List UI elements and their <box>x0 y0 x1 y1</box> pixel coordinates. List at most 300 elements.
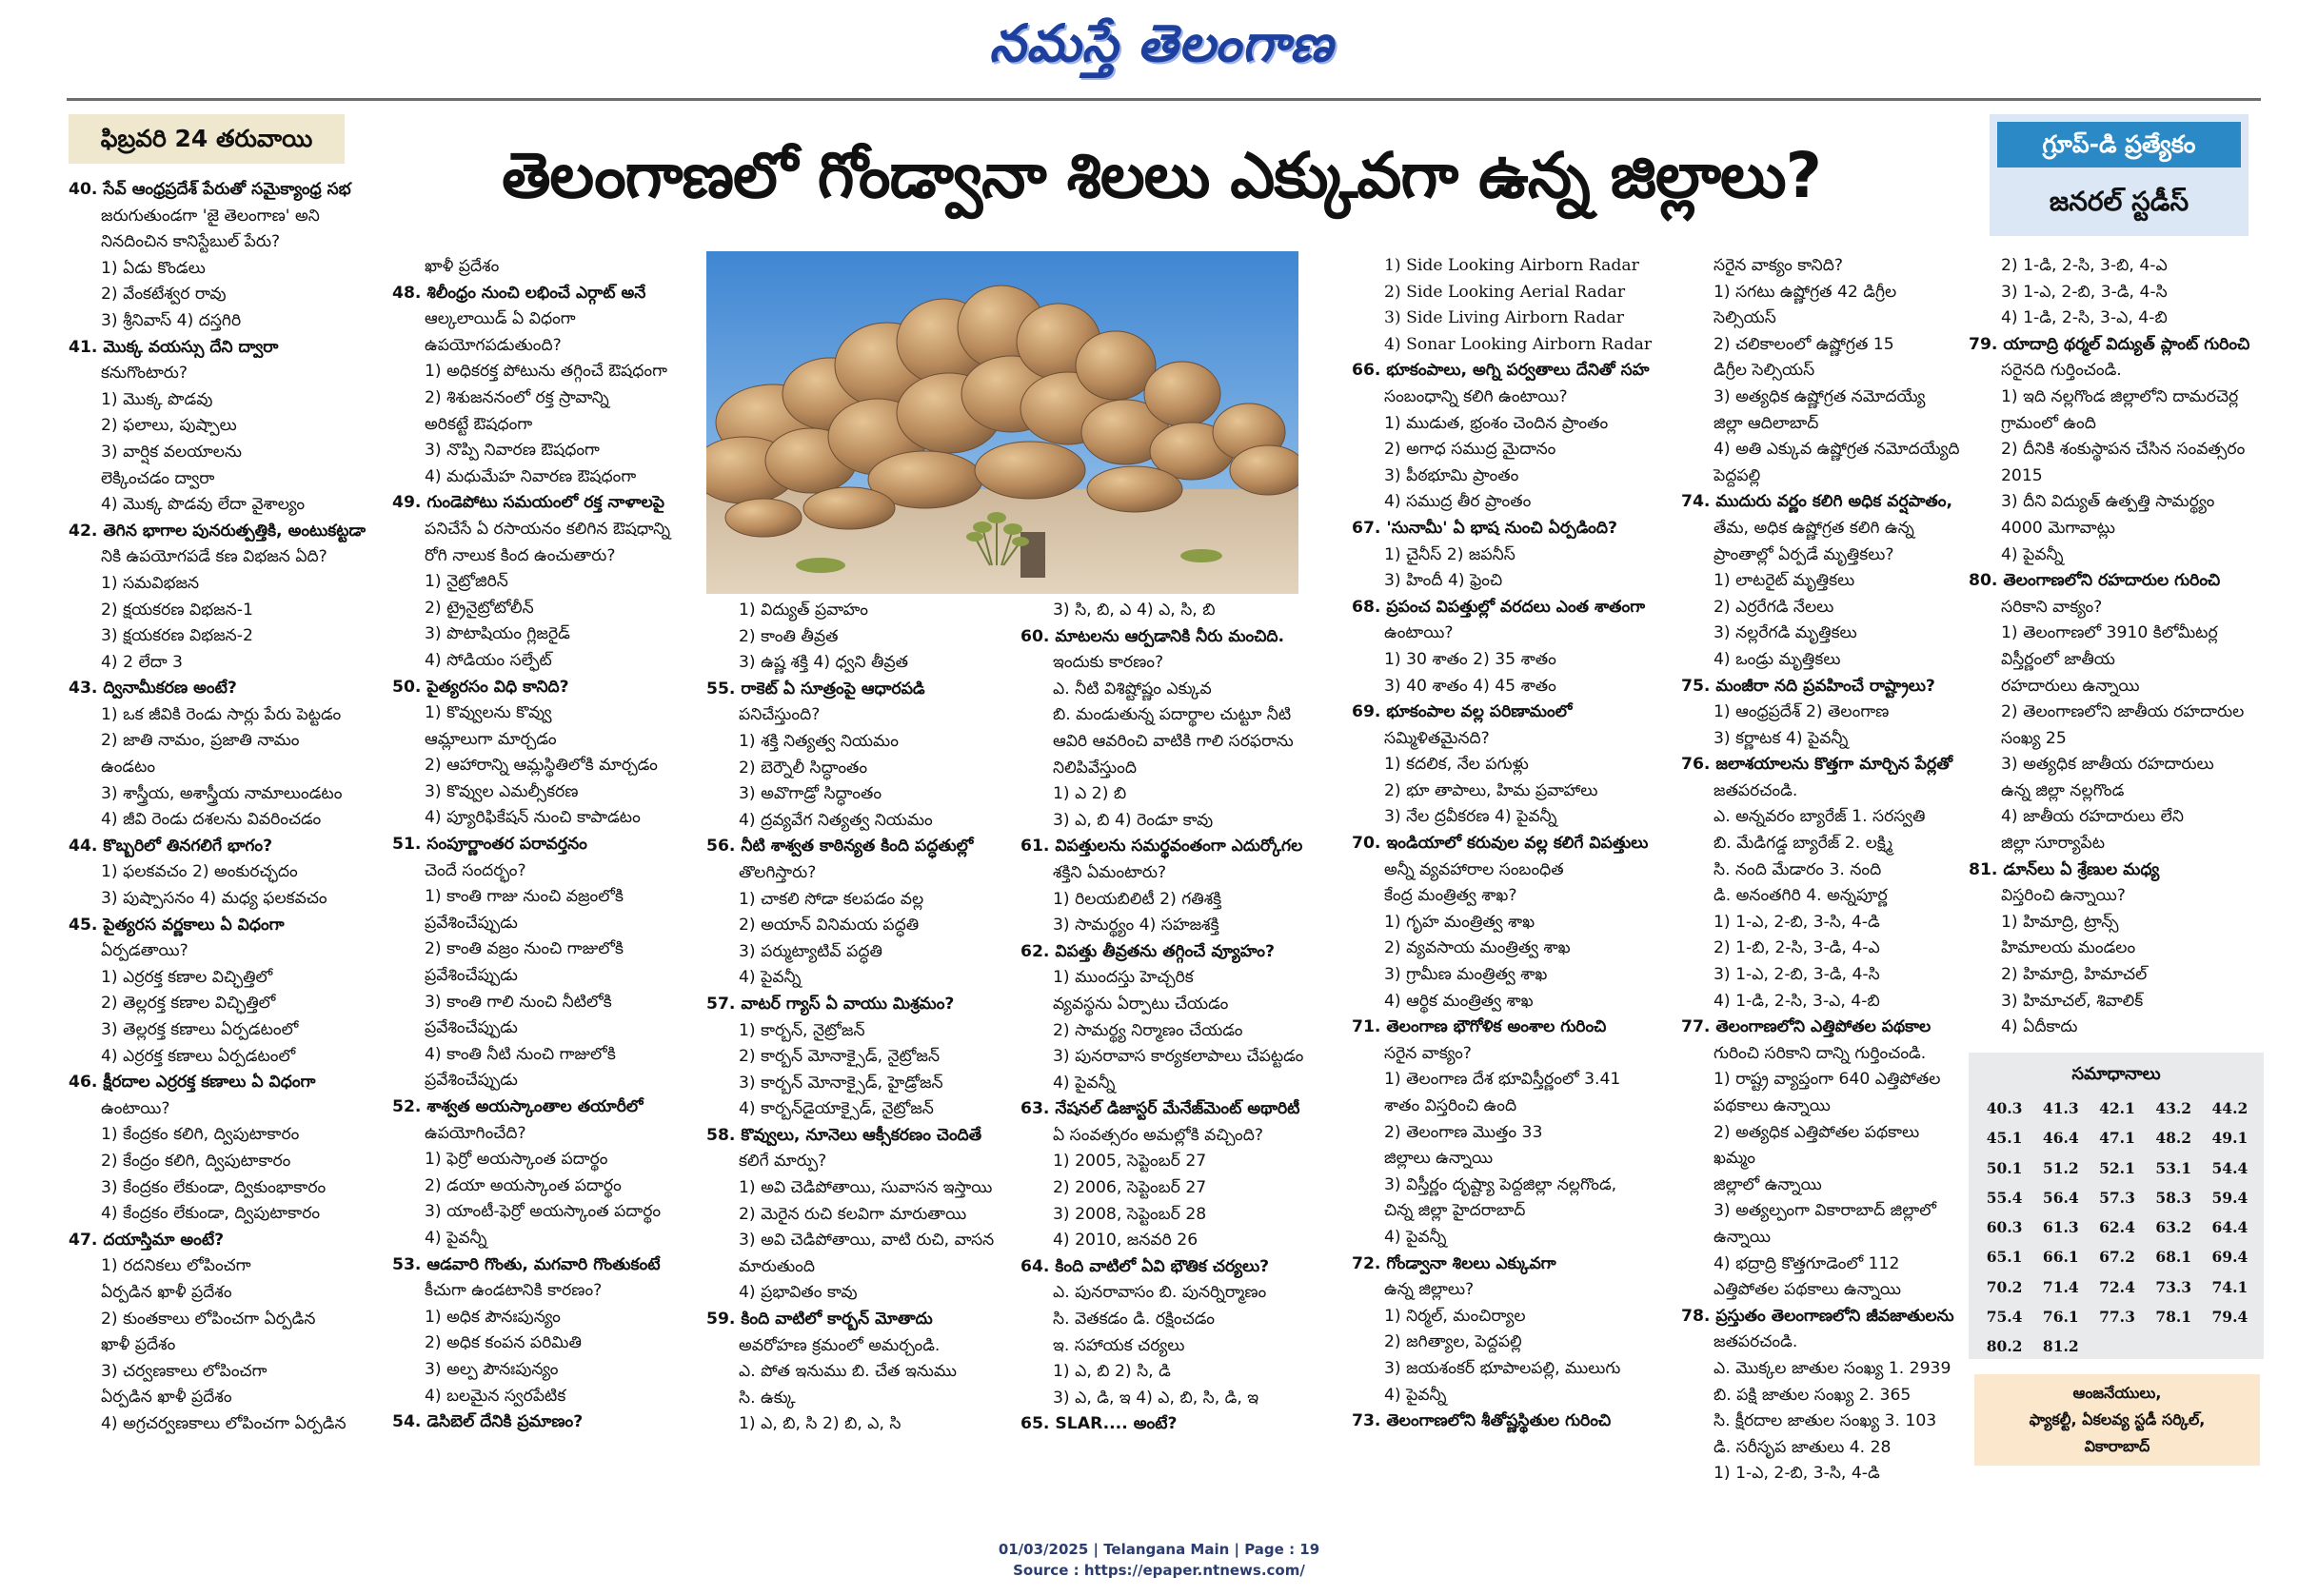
question-text: 41. మొక్క వయస్సు దేని ద్వారా <box>69 337 279 357</box>
question-continuation: గ్రామంలో ఉంది <box>2001 413 2096 433</box>
answer-option: 4) Sonar Looking Airborn Radar <box>1384 334 1653 354</box>
question-continuation: నికి ఉపయోగపడే కణ విభజన ఏది? <box>101 547 327 567</box>
answer-option: 3) 1-ఎ, 2-బి, 3-డి, 4-సి <box>2001 282 2168 302</box>
question-continuation: ఉపయోగపడుతుంది? <box>425 335 562 355</box>
answer-option: 1) గృహ మంత్రిత్వ శాఖ <box>1384 912 1535 932</box>
question-continuation: ఏర్పడతాయి? <box>101 941 188 961</box>
answer-option: 2) ఆహారాన్ని ఆమ్లస్థితిలోకి మార్చడం <box>425 756 658 776</box>
question-continuation: అవరోహణ క్రమంలో అమర్చండి. <box>739 1335 941 1355</box>
question-continuation: కనుగొంటారు? <box>101 364 188 384</box>
question-continuation: ఆమ్లాలుగా మార్చడం <box>425 729 557 749</box>
question-text: 72. గోండ్వానా శిలలు ఎక్కువగా <box>1352 1253 1556 1273</box>
answer-option: 4) పైవన్నీ <box>1053 1073 1116 1093</box>
answer-option: 2) కుంతకాలు లోపించగా ఏర్పడిన <box>101 1309 316 1329</box>
answer-option: 2) కేంద్రం కలిగి, ద్విపుటాకారం <box>101 1151 291 1171</box>
header-rule <box>67 98 2261 101</box>
answer-key-item: 65.1 <box>1986 1248 2023 1267</box>
answer-option: 4) ప్యూరిఫికేషన్ నుంచి కాపాడటం <box>425 808 641 828</box>
answer-option: 3) పునరావాస కార్యకలాపాలు చేపట్టడం <box>1053 1047 1304 1067</box>
answer-option: 1) శక్తి నిత్యత్వ నియమం <box>739 731 899 751</box>
question-continuation: రోగి నాలుక కింద ఉంచుతారు? <box>425 545 616 565</box>
answer-option: 3) తెల్లరక్త కణాలు ఏర్పడటంలో <box>101 1020 299 1039</box>
answer-key-item: 45.1 <box>1986 1129 2023 1148</box>
answer-option: 2) సామర్థ్య నిర్మాణం చేయడం <box>1053 1020 1243 1040</box>
question-text: 62. విపత్తు తీవ్రతను తగ్గించే వ్యూహం? <box>1020 941 1275 961</box>
question-text: 54. డెసిబెల్ దేనికి ప్రమాణం? <box>392 1412 584 1432</box>
question-text: 69. భూకంపాల వల్ల పరిణామంలో <box>1352 702 1573 722</box>
answer-key-item: 73.3 <box>2155 1277 2192 1296</box>
answer-option: 1) రిలయబిలిటీ 2) గతిశక్తి <box>1053 889 1222 909</box>
question-text: 79. యాదాద్రి థర్మల్ విద్యుత్ ప్లాంట్ గురించి <box>1969 334 2250 354</box>
answer-key-item: 63.2 <box>2155 1218 2192 1237</box>
answer-option: 4) సోడియం సల్ఫేట్ <box>425 650 552 670</box>
question-continuation: డిగ్రీల సెల్సియస్ <box>1714 361 1815 381</box>
group-badge <box>1990 114 2249 236</box>
answer-option: 3) హిందీ 4) ఫ్రెంచి <box>1384 571 1503 591</box>
answer-option: 2) కాంతి వజ్రం నుంచి గాజులోకి <box>425 939 624 959</box>
answer-option: 1) సమవిభజన <box>101 573 200 593</box>
answer-option: 3) అత్యల్పంగా వికారాబాద్ జిల్లాలో <box>1714 1201 1936 1221</box>
question-continuation: జిల్లాలు ఉన్నాయి <box>1384 1149 1494 1169</box>
answer-option: 1) సగటు ఉష్ణోగ్రత 42 డిగ్రీల సెల్సియస్ <box>1714 282 1897 328</box>
answer-key-item: 61.3 <box>2042 1218 2079 1237</box>
date-tag: ఫిబ్రవరి 24 తరువాయి <box>69 114 345 164</box>
answer-option: 3) ఉష్ణ శక్తి 4) ధ్వని తీవ్రత <box>739 653 908 673</box>
question-continuation: ఎ. పోత ఇనుము బి. చేత ఇనుము <box>739 1362 957 1382</box>
author-credit <box>1974 1374 2260 1466</box>
answer-option: 2) బెర్నౌలీ సిద్ధాంతం <box>739 758 868 778</box>
question-continuation: బి. పక్షి జాతుల సంఖ్య 2. 365 <box>1714 1385 1912 1405</box>
answer-option: 3) జయశంకర్ భూపాలపల్లి, ములుగు <box>1384 1358 1621 1378</box>
answer-option: 1) కొవ్వులను కొవ్వు <box>425 703 552 723</box>
answer-option: 4) అగ్రచర్వణకాలు లోపించగా ఏర్పడిన <box>101 1413 347 1433</box>
question-continuation: కీచుగా ఉండటానికి కారణం? <box>425 1281 603 1301</box>
answer-key-item: 53.1 <box>2155 1158 2192 1177</box>
answer-option: 4) మొక్క పొడవు లేదా వైశాల్యం <box>101 495 306 515</box>
question-continuation: అన్నీ వ్యవహారాల సంబంధిత <box>1384 859 1564 879</box>
question-continuation: సరికాని వాక్యం? <box>2001 597 2103 617</box>
question-continuation: సి. వెతకడం డి. రక్షించడం <box>1053 1310 1215 1330</box>
answer-key-item: 70.2 <box>1986 1277 2023 1296</box>
question-text: 80. తెలంగాణలోని రహదారుల గురించి <box>1969 571 2221 591</box>
question-text: 65. SLAR.... అంటే? <box>1020 1414 1178 1434</box>
question-text: 81. డూన్‌లు ఏ శ్రేణుల మధ్య <box>1969 859 2160 879</box>
answer-option: 2) Side Looking Aerial Radar <box>1384 282 1626 302</box>
question-continuation: ఖాళీ ప్రదేశం <box>101 1335 176 1355</box>
answer-option: 3) 2008, సెప్టెంబర్ 28 <box>1053 1204 1207 1224</box>
question-continuation: ఉపయోగించేది? <box>425 1123 526 1143</box>
answer-option: 2) ట్రైనైట్రోటోలీన్ <box>425 598 534 618</box>
question-continuation: జిల్లా ఆదిలాబాద్ <box>1714 413 1819 433</box>
question-continuation: 4000 మెగావాట్లు <box>2001 518 2115 538</box>
answer-option: 2) వేంకటేశ్వర రావు <box>101 285 227 305</box>
answer-option: 1) ఆంధ్రప్రదేశ్ 2) తెలంగాణ <box>1714 702 1890 722</box>
question-text: 58. కొవ్వులు, నూనెలు ఆక్సీకరణం చెందితే <box>706 1125 982 1145</box>
answer-option: 3) అవి చెడిపోతాయి, వాటి రుచి, వాసన <box>739 1231 995 1251</box>
answer-option: 2) ఎర్రరేగడి నేలలు <box>1714 597 1834 617</box>
question-continuation: ఖాళీ ప్రదేశం <box>425 257 500 276</box>
answer-option: 3) సి, బి, ఎ 4) ఎ, సి, బి <box>1053 601 1216 620</box>
answer-key-item: 75.4 <box>1986 1308 2023 1327</box>
answer-key-item: 44.2 <box>2211 1099 2249 1117</box>
answer-key-item: 52.1 <box>2099 1158 2135 1177</box>
answer-option: 3) పర్ముట్యాటివ్ పద్ధతి <box>739 941 882 961</box>
answer-option: 1) లాటరైట్ మృత్తికలు <box>1714 571 1855 591</box>
answer-key-item: 51.2 <box>2042 1158 2079 1177</box>
answer-key-item: 74.1 <box>2211 1277 2249 1296</box>
question-column-7 <box>1969 253 2264 1043</box>
answer-option: 1) ఏడు కొండలు <box>101 258 206 278</box>
author-name: ఆంజనేయులు, <box>2072 1384 2162 1402</box>
question-continuation: రహదారులు ఉన్నాయి <box>2001 676 2140 696</box>
question-continuation: ఉండటం <box>101 758 156 778</box>
answer-key-item: 69.4 <box>2211 1248 2249 1267</box>
answer-option: 3) నేల ద్రవీకరణ 4) పైవన్నీ <box>1384 807 1557 827</box>
answer-key-item: 50.1 <box>1986 1158 2023 1177</box>
question-text: 47. దయాస్తిమా అంటే? <box>69 1230 225 1250</box>
answer-option: 4) 1-డి, 2-సి, 3-ఎ, 4-బి <box>1714 991 1880 1011</box>
question-text: 55. రాకెట్ ఏ సూత్రంపై ఆధారపడి <box>706 679 925 699</box>
question-text: 51. సంపూర్ణాంతర పరావర్తనం <box>392 835 587 855</box>
question-continuation: సంఖ్య 25 <box>2001 728 2067 748</box>
masthead <box>0 0 2318 95</box>
question-continuation: 2015 <box>2001 465 2043 485</box>
question-continuation: ప్రవేశించేప్పుడు <box>425 966 518 986</box>
question-continuation: ఎ. అన్నవరం బ్యారేజ్ 1. సరస్వతి <box>1714 807 1926 827</box>
answer-option: 4) ఆర్థిక మంత్రిత్వ శాఖ <box>1384 991 1534 1011</box>
answer-option: 4) 2 లేదా 3 <box>101 652 183 672</box>
answer-option: 1) అధిక పౌనఃపున్యం <box>425 1307 561 1327</box>
question-column-3 <box>706 598 1020 1502</box>
author-place: వికారాబాద్ <box>2084 1437 2150 1455</box>
question-continuation: జతపరచండి. <box>1714 780 1798 800</box>
question-continuation: బి. మండుతున్న పదార్థాల చుట్టూ నీటి <box>1053 705 1292 725</box>
question-continuation: ఉన్న జిల్లా నల్లగొండ <box>2001 780 2125 800</box>
question-text: 49. గుండెపోటు సమయంలో రక్త నాళాలపై <box>392 493 665 513</box>
question-text: 67. 'సునామీ' ఏ భాష నుంచి ఏర్పడింది? <box>1352 518 1617 538</box>
newspaper-logo: నమస్తే తెలంగాణ <box>989 13 1334 73</box>
question-text: 44. కొబ్బరిలో తినగలిగే భాగం? <box>69 836 273 856</box>
answer-option: 1) కాంతి గాజు నుంచి వజ్రంలోకి <box>425 887 624 907</box>
question-continuation: హిమాలయ మండలం <box>2001 938 2136 958</box>
answer-key-item: 42.1 <box>2099 1099 2135 1117</box>
answer-key-item: 77.3 <box>2099 1308 2135 1327</box>
question-continuation: శాతం విస్తరించి ఉంది <box>1384 1096 1517 1115</box>
question-text: 56. నీటి శాశ్వత కాఠిన్యత కింది పద్ధతుల్లో <box>706 837 974 857</box>
answer-option: 4) ఏదీకాదు <box>2001 1017 2078 1037</box>
question-continuation: పెద్దపల్లి <box>1714 465 1761 485</box>
question-text: 48. శిలీంధ్రం నుంచి లభించే ఎర్గాట్ అనే <box>392 283 646 303</box>
question-continuation: ప్రవేశించేప్పుడు <box>425 1071 518 1091</box>
question-continuation: పనిచేసే ఏ రసాయనం కలిగిన ఔషధాన్ని <box>425 519 671 539</box>
answer-option: 1) ఎ 2) బి <box>1053 784 1127 804</box>
answer-option: 2) అత్యధిక ఎత్తిపోతల పథకాలు ఖమ్మం <box>1714 1122 1920 1169</box>
answer-key-item: 59.4 <box>2211 1188 2249 1207</box>
answer-key-item: 68.1 <box>2155 1248 2192 1267</box>
question-continuation: ఆల్కలాయిడ్ ఏ విధంగా <box>425 309 576 329</box>
answer-option: 3) అల్ప పౌనఃపున్యం <box>425 1359 559 1379</box>
question-continuation: సి. క్షీరదాల జాతుల సంఖ్య 3. 103 <box>1714 1411 1937 1431</box>
question-column-1 <box>69 177 383 1500</box>
question-continuation: నినదించిన కానిస్టేబుల్ పేరు? <box>101 232 281 252</box>
answer-option: 3) కొవ్వుల ఎమల్సీకరణ <box>425 781 579 801</box>
question-text: 61. విపత్తులను సమర్థవంతంగా ఎదుర్కోగల <box>1020 837 1303 857</box>
answer-option: 2) అగాధ సముద్ర మైదానం <box>1384 440 1556 460</box>
question-text: 42. తెగిన భాగాల పునరుత్పత్తికి, అంటుకట్టడా <box>69 521 367 541</box>
answer-key-item: 66.1 <box>2042 1248 2079 1267</box>
question-continuation: జిల్లాలో ఉన్నాయి <box>1714 1174 1822 1194</box>
question-continuation: ఉన్న జిల్లాలు? <box>1384 1280 1475 1300</box>
question-continuation: ఇ. సహాయక చర్యలు <box>1053 1335 1185 1355</box>
answer-key-item: 46.4 <box>2042 1129 2079 1148</box>
answer-option: 1) ఎ, బి 2) సి, డి <box>1053 1362 1171 1382</box>
answer-option: 1) నైట్రోజిరిన్ <box>425 572 508 592</box>
answer-option: 2) 1-బి, 2-సి, 3-డి, 4-ఎ <box>1714 938 1880 958</box>
question-continuation: డి. అనంతగిరి 4. అన్నపూర్ణ <box>1714 886 1888 906</box>
answer-option: 3) పొటాషియం గ్లిజరైడ్ <box>425 624 570 644</box>
answer-option: 3) కర్ణాటక 4) పైవన్నీ <box>1714 728 1849 748</box>
answer-option: 2) డయా అయస్కాంత పదార్థం <box>425 1175 622 1195</box>
answer-option: 1) రదనికలు లోపించగా <box>101 1256 251 1276</box>
answer-key-item: 81.2 <box>2042 1337 2079 1356</box>
question-text: 40. సేవ్ ఆంధ్రప్రదేశ్ పేరుతో సమైక్యాంధ్ర సభ <box>69 180 351 199</box>
answer-option: 2) తెలంగాణలోని జాతీయ రహదారుల <box>2001 702 2245 722</box>
answer-key-item: 55.4 <box>1986 1188 2023 1207</box>
question-column-6 <box>1681 253 1963 1500</box>
answer-option: 3) ఎ, బి 4) రెండూ కావు <box>1053 810 1214 830</box>
answer-option: 1) ఎర్రరక్త కణాల విచ్ఛిత్తిలో <box>101 967 273 987</box>
answer-option: 3) 40 శాతం 4) 45 శాతం <box>1384 676 1556 696</box>
question-continuation: సరైనది గుర్తించండి. <box>2001 361 2122 381</box>
answer-key-item: 49.1 <box>2211 1129 2249 1148</box>
question-continuation: సరైన వాక్యం? <box>1384 1043 1472 1063</box>
question-text: 74. ముదురు వర్ణం కలిగి అధిక వర్షపాతం, <box>1681 492 1953 512</box>
answer-key-item: 76.1 <box>2042 1308 2079 1327</box>
question-continuation: ఎ. మొక్కల జాతుల సంఖ్య 1. 2939 <box>1714 1358 1951 1378</box>
question-continuation: సరైన వాక్యం కానిది? <box>1714 256 1843 275</box>
question-continuation: అరికట్టే ఔషధంగా <box>425 414 533 434</box>
answer-option: 2) హిమాద్రి, హిమాచల్ <box>2001 965 2148 985</box>
answer-option: 1) విద్యుత్ ప్రవాహం <box>739 601 868 620</box>
answer-option: 1) నిర్మల్, మంచిర్యాల <box>1384 1306 1526 1326</box>
answer-option: 4) ప్రభావితం కావు <box>739 1283 858 1303</box>
answer-option: 1) ఇది నల్లగొండ జిల్లాలోని దామరచెర్ల <box>2001 386 2239 406</box>
gondwana-rocks-photo <box>706 251 1298 594</box>
question-text: 76. జలాశయాలను కొత్తగా మార్చిన పేర్లతో <box>1681 755 1952 775</box>
answer-option: 1) తెలంగాణ దేశ భూవిస్తీర్ణంలో 3.41 <box>1384 1070 1621 1090</box>
answer-option: 3) Side Living Airborn Radar <box>1384 308 1624 328</box>
question-continuation: ఉంటాయి? <box>1384 623 1454 643</box>
question-continuation: పనిచేస్తుంది? <box>739 705 821 725</box>
answer-option: 3) శ్రీనివాస్ 4) దస్తగిరి <box>101 310 242 330</box>
question-text: 45. పైత్యరస వర్ణకాలు ఏ విధంగా <box>69 915 285 935</box>
answer-option: 4) 1-డి, 2-సి, 3-ఎ, 4-బి <box>2001 308 2168 328</box>
question-continuation: లెక్కించడం ద్వారా <box>101 468 215 488</box>
question-continuation: చెందే సందర్భం? <box>425 860 526 880</box>
question-continuation: జతపరచండి. <box>1714 1332 1798 1352</box>
answer-option: 2) మెరైన రుచి కలవిగా మారుతాయి <box>739 1204 967 1224</box>
answer-option: 4) జాతీయ రహదారులు లేని <box>2001 807 2184 827</box>
answer-key-item: 72.4 <box>2099 1277 2135 1296</box>
answer-option: 4) బలమైన స్వరపేటిక <box>425 1386 566 1406</box>
answer-option: 3) కాంతి గాలి నుంచి నీటిలోకి <box>425 992 612 1012</box>
question-continuation: ప్రాంతాల్లో ఏర్పడే మృత్తికలు? <box>1714 544 1894 564</box>
answer-option: 1) చైనీస్ 2) జపనీస్ <box>1384 544 1516 564</box>
answer-option: 3) కార్బన్ మోనాక్సైడ్, హైడ్రోజన్ <box>739 1073 943 1093</box>
question-text: 46. క్షీరదాల ఎర్రరక్త కణాలు ఏ విధంగా <box>69 1073 316 1093</box>
answer-option: 3) దీని విద్యుత్ ఉత్పత్తి సామర్థ్యం <box>2001 492 2215 512</box>
answer-option: 3) క్షయకరణ విభజన-2 <box>101 626 253 646</box>
answer-key-item: 62.4 <box>2099 1218 2135 1237</box>
answer-option: 4) కార్బన్‌డైయాక్సైడ్, నైట్రోజన్ <box>739 1099 934 1119</box>
answer-option: 4) కాంతి నీటి నుంచి గాజులోకి <box>425 1044 616 1064</box>
question-continuation: ప్రవేశించేప్పుడు <box>425 913 518 933</box>
answer-option: 3) శాస్త్రీయ, అశాస్త్రీయ నామాలుండటం <box>101 783 343 803</box>
answer-option: 2) 2006, సెప్టెంబర్ 27 <box>1053 1178 1207 1198</box>
question-text: 52. శాశ్వత అయస్కాంతాల తయారీలో <box>392 1097 644 1116</box>
answer-option: 4) 2010, జనవరి 26 <box>1053 1231 1199 1251</box>
answer-option: 2) కార్బన్ మోనాక్సైడ్, నైట్రోజన్ <box>739 1047 941 1067</box>
question-continuation: ఏర్పడిన ఖాళీ ప్రదేశం <box>101 1282 232 1302</box>
answer-option: 3) అత్యధిక జాతీయ రహదారులు <box>2001 755 2214 775</box>
answer-option: 3) సామర్థ్యం 4) సహజశక్తి <box>1053 916 1219 936</box>
answer-option: 1) Side Looking Airborn Radar <box>1384 256 1639 275</box>
answer-option: 2) దీనికి శంకుస్థాపన చేసిన సంవత్సరం <box>2001 440 2246 460</box>
answer-option: 3) పీఠభూమి ప్రాంతం <box>1384 465 1519 485</box>
answer-option: 2) శిశుజననంలో రక్త స్రావాన్ని <box>425 387 609 407</box>
question-continuation: జిల్లా సూర్యాపేట <box>2001 834 2106 854</box>
question-text: 66. భూకంపాలు, అగ్ని పర్వతాలు దేనితో సహ <box>1352 361 1650 381</box>
question-continuation: తొలగిస్తారు? <box>739 862 817 882</box>
question-continuation: ఉన్నాయి <box>1714 1227 1771 1247</box>
question-continuation: జరుగుతుండగా 'జై తెలంగాణ' అని <box>101 206 320 226</box>
answer-option: 1) ఎ, బి, సి 2) బి, ఎ, సి <box>739 1414 901 1434</box>
answer-key-item: 57.3 <box>2099 1188 2135 1207</box>
question-continuation: ఆవిరి ఆవరించి వాటికి గాలి సరఫరాను <box>1053 731 1294 751</box>
question-text: 73. తెలంగాణలోని శీతోష్ణస్థితుల గురించి <box>1352 1411 1612 1431</box>
question-continuation: సి. నంది మేడారం 3. నంది <box>1714 859 1882 879</box>
answer-option: 3) వార్షిక వలయాలను <box>101 442 242 462</box>
question-text: 71. తెలంగాణ భౌగోళిక అంశాల గురించి <box>1352 1017 1607 1037</box>
answer-option: 1) ఫెర్రో అయస్కాంత పదార్థం <box>425 1150 608 1170</box>
question-text: 64. కింది వాటిలో ఏవి భౌతిక చర్యలు? <box>1020 1256 1270 1276</box>
question-text: 75. మంజీరా నది ప్రవహించే రాష్ట్రాలు? <box>1681 676 1935 696</box>
answer-option: 3) ఎ, డి, ఇ 4) ఎ, బి, సి, డి, ఇ <box>1053 1388 1259 1408</box>
question-continuation: ఏ సంవత్సరం అమల్లోకి వచ్చింది? <box>1053 1125 1263 1145</box>
answer-option: 1) 2005, సెప్టెంబర్ 27 <box>1053 1152 1207 1172</box>
answer-key-item: 43.2 <box>2155 1099 2192 1117</box>
answer-option: 3) అవొగాడ్రో సిద్ధాంతం <box>739 784 882 804</box>
answer-option: 3) గ్రామీణ మంత్రిత్వ శాఖ <box>1384 965 1548 985</box>
answer-option: 4) జీవి రెండు దశలను వివరించడం <box>101 810 322 830</box>
answer-option: 3) అత్యధిక ఉష్ణోగ్రత నమోదయ్యే <box>1714 386 1926 406</box>
answer-option: 4) సముద్ర తీర ప్రాంతం <box>1384 492 1532 512</box>
author-role: ఫ్యాకల్టీ, ఏకలవ్య స్టడీ సర్కిల్, <box>2029 1410 2206 1429</box>
answer-option: 3) కేంద్రకం లేకుండా, ద్వికుంభాకారం <box>101 1177 327 1197</box>
answer-option: 1) తెలంగాణలో 3910 కిలోమీటర్ల <box>2001 623 2218 643</box>
answer-key-item: 60.3 <box>1986 1218 2023 1237</box>
question-column-2 <box>392 254 706 1501</box>
answer-key-item: 80.2 <box>1986 1337 2023 1356</box>
answer-option: 2) చలికాలంలో ఉష్ణోగ్రత 15 <box>1714 334 1894 354</box>
question-continuation: డి. సరీసృప జాతులు 4. 28 <box>1714 1437 1892 1457</box>
answer-option: 1) కేంద్రకం కలిగి, ద్విపుటాకారం <box>101 1125 300 1145</box>
answer-option: 4) కేంద్రకం లేకుండా, ద్విపుటాకారం <box>101 1204 321 1224</box>
answer-option: 4) పైవన్నీ <box>1384 1227 1447 1247</box>
question-continuation: ఎ. పునరావాసం బి. పునర్నిర్మాణం <box>1053 1283 1267 1303</box>
answer-option: 4) పైవన్నీ <box>739 968 802 988</box>
answer-option: 1) కార్బన్, నైట్రోజన్ <box>739 1020 865 1040</box>
answer-option: 1) ఫలకవచం 2) అంకురచ్ఛదం <box>101 862 298 882</box>
answer-option: 1) మొక్క పొడవు <box>101 389 213 409</box>
answer-option: 4) భద్రాద్రి కొత్తగూడెంలో 112 <box>1714 1253 1900 1273</box>
question-continuation: పథకాలు ఉన్నాయి <box>1714 1096 1831 1115</box>
answer-key-item: 56.4 <box>2042 1188 2079 1207</box>
question-continuation: చిన్న జిల్లా హైదరాబాద్ <box>1384 1201 1526 1221</box>
answer-option: 2) తెలంగాణ మొత్తం 33 <box>1384 1122 1543 1142</box>
answer-option: 4) పైవన్నీ <box>2001 544 2064 564</box>
answer-option: 1) 1-ఎ, 2-బి, 3-సి, 4-డి <box>1714 1464 1880 1484</box>
answer-key-item: 71.4 <box>2042 1277 2079 1296</box>
answer-option: 1) రాష్ట్ర వ్యాప్తంగా 640 ఎత్తిపోతల <box>1714 1070 1941 1090</box>
answer-option: 3) విస్తీర్ణం దృష్ట్యా పెద్దజిల్లా నల్లగొండ, <box>1384 1174 1617 1194</box>
answer-option: 1) కదలిక, నేల పగుళ్లు <box>1384 755 1529 775</box>
answer-option: 2) భూ తాపాలు, హిమ ప్రవాహాలు <box>1384 780 1598 800</box>
question-text: 57. వాటర్ గ్యాస్ ఏ వాయు మిశ్రమం? <box>706 994 955 1014</box>
answer-key-item: 41.3 <box>2042 1099 2079 1117</box>
footer-page-info: 01/03/2025 | Telangana Main | Page : 19 <box>998 1541 1320 1558</box>
question-continuation: ఎ. నీటి విశిష్టోష్ణం ఎక్కువ <box>1053 679 1212 699</box>
answer-option: 1) 1-ఎ, 2-బి, 3-సి, 4-డి <box>1714 912 1880 932</box>
question-text: 50. పైత్యరసం విధి కానిది? <box>392 677 569 697</box>
answer-option: 2) అయాన్ వినిమయ పద్ధతి <box>739 916 920 936</box>
question-text: 63. నేషనల్ డిజాస్టర్ మేనేజ్‌మెంట్ అథారిటీ <box>1020 1099 1300 1119</box>
answer-key-item: 67.2 <box>2099 1248 2135 1267</box>
answer-option: 2) కాంతి తీవ్రత <box>739 626 839 646</box>
question-continuation: వ్యవస్థను ఏర్పాటు చేయడం <box>1053 994 1229 1014</box>
answer-option: 4) ద్రవ్యవేగ నిత్యత్వ నియమం <box>739 810 933 830</box>
answer-option: 2) వ్యవసాయ మంత్రిత్వ శాఖ <box>1384 938 1571 958</box>
question-continuation: విస్తరించి ఉన్నాయి? <box>2001 886 2126 906</box>
answer-option: 4) అతి ఎక్కువ ఉష్ణోగ్రత నమోదయ్యేది <box>1714 440 1960 460</box>
question-column-5 <box>1352 253 1675 1500</box>
answer-key-item: 40.3 <box>1986 1099 2023 1117</box>
answer-option: 2) జాతి నామం, ప్రజాతి నామం <box>101 731 300 751</box>
question-continuation: తేమ, అధిక ఉష్ణోగ్రత కలిగి ఉన్న <box>1714 518 1914 538</box>
question-continuation: గురించి సరికాని దాన్ని గుర్తించండి. <box>1714 1043 1927 1063</box>
answer-key <box>1969 1053 2264 1359</box>
question-continuation: నిలిపివేస్తుంది <box>1053 758 1137 778</box>
answer-option: 4) పైవన్నీ <box>1384 1385 1447 1405</box>
page-footer <box>0 1539 2318 1581</box>
footer-source-link[interactable]: Source : https://epaper.ntnews.com/ <box>1013 1562 1305 1579</box>
question-continuation: ఏర్పడిన ఖాళీ ప్రదేశం <box>101 1388 232 1408</box>
answer-option: 2) ఫలాలు, పుష్పాలు <box>101 416 237 436</box>
question-text: 43. ద్వినామీకరణ అంటే? <box>69 679 237 699</box>
question-continuation: కేంద్ర మంత్రిత్వ శాఖ? <box>1384 886 1517 906</box>
group-badge-title: గ్రూప్-డి ప్రత్యేకం <box>1997 122 2241 167</box>
answer-option: 1) హిమాద్రి, ట్రాన్స్ <box>2001 912 2119 932</box>
answer-key-item: 64.4 <box>2211 1218 2249 1237</box>
answer-key-item: 79.4 <box>2211 1308 2249 1327</box>
answer-key-grid <box>1976 1096 2258 1358</box>
question-text: 68. ప్రపంచ విపత్తుల్లో వరదలు ఎంత శాతంగా <box>1352 597 1646 617</box>
answer-key-item: 54.4 <box>2211 1158 2249 1177</box>
headline: తెలంగాణలో గోండ్వానా శిలలు ఎక్కువగా ఉన్న జిల్లాలు? <box>502 139 1821 212</box>
answer-option: 4) ఒండ్రు మృత్తికలు <box>1714 649 1841 669</box>
answer-option: 1) ముడుత, భ్రంశం చెందిన ప్రాంతం <box>1384 413 1609 433</box>
answer-option: 4) పైవన్నీ <box>425 1228 487 1248</box>
